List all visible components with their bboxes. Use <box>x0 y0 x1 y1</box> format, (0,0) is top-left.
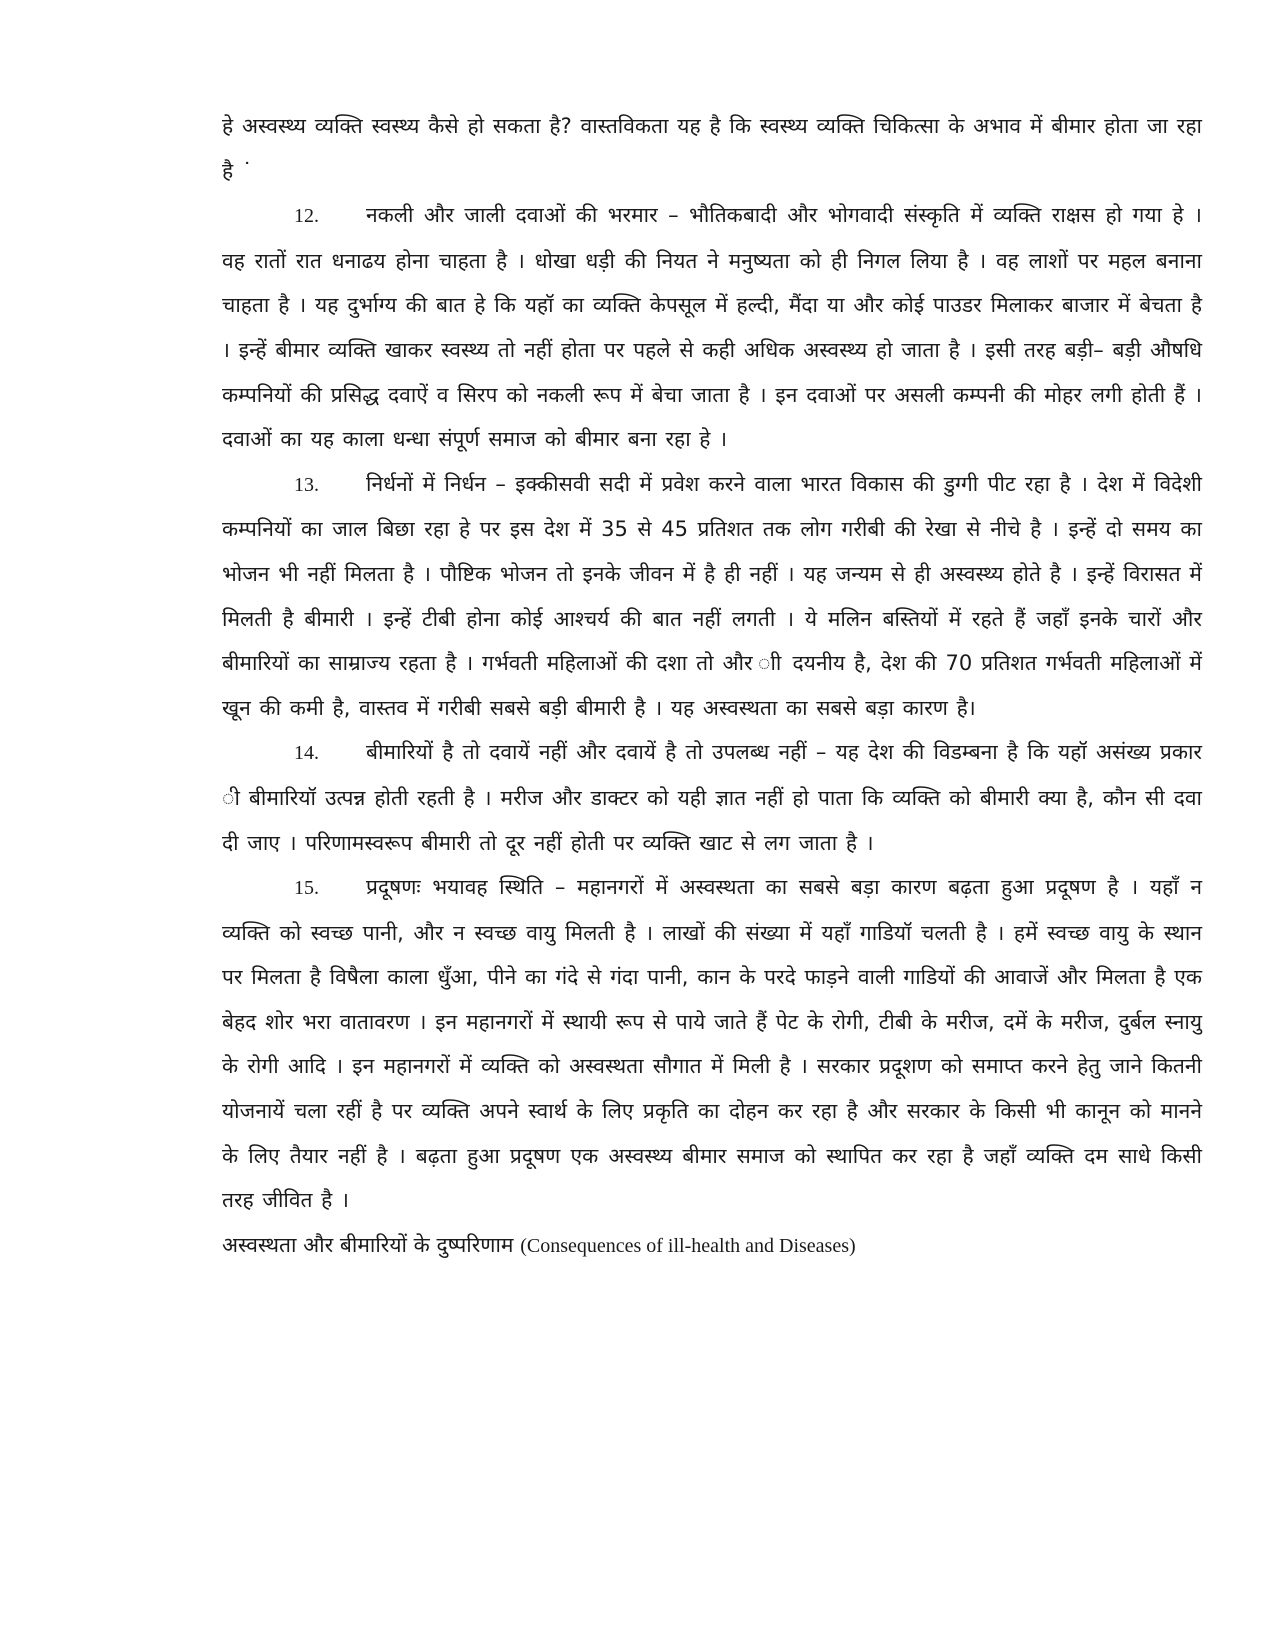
section-12-text: नकली और जाली दवाओं की भरमार – भौतिकबादी और भोगवादी संस्कृति में व्यक्ति राक्षस हो गया हे । वह रातों रात धनाढय होना चाहता है । धोखा धड़ी की नियत ने मनुष्यता को ही निगल लिया है । वह लाशों पर महल बनाना चाहता है । यह दुर्भाग्य की बात हे कि यहॉ का व्यक्ति केपसूल में हल्दी, मैंदा या और कोई पाउडर मिलाकर बाजार में बेचता है । इन्हें बीमार व्यक्ति खाकर स्वस्थ्य तो नहीं होता पर पहले से कही अधिक अस्वस्थ्य हो जाता है । इसी तरह बड़ी– बड़ी औषधि कम्पनियों की प्रसिद्ध दवाऐं व सिरप को नकली रूप में बेचा जाता है । इन दवाओं पर असली कम्पनी की मोहर लगी होती हैं । दवाओं का यह काला धन्धा संपूर्ण समाज को बीमार बना रहा हे । <box>222 203 1202 452</box>
section-13-text: निर्धनों में निर्धन – इक्कीसवी सदी में प्रवेश करने वाला भारत विकास की डुग्गी पीट रहा है । देश में विदेशी कम्पनियों का जाल बिछा रहा हे पर इस देश में 35 से 45 प्रतिशत तक लोग गरीबी की रेखा से नीचे है । इन्हें दो समय का भोजन भी नहीं मिलता है । पौष्टिक भोजन तो इनके जीवन में है ही नहीं । यह जन्यम से ही अस्वस्थ्य होते है । इन्हें विरासत में मिलती है बीमारी । इन्हें टीबी होना कोई आश्चर्य की बात नहीं लगती । ये मलिन बस्तियों में रहते हैं जहॉं इनके चारों और बीमारियों का साम्राज्य रहता है । गर्भवती महिलाओं की दशा तो और ाी दयनीय है, देश की 70 प्रतिशत गर्भवती महिलाओं में खून की कमी है, वास्तव में गरीबी सबसे बड़ी बीमारी है । यह अस्वस्थता का सबसे बड़ा कारण है। <box>222 471 1202 720</box>
section-13-paragraph <box>222 462 1202 731</box>
section-13-number: 13. <box>294 473 319 496</box>
section-14-number: 14. <box>294 742 319 765</box>
section-15-text: प्रदूषणः भयावह स्थिति – महानगरों में अस्वस्थता का सबसे बड़ा कारण बढ़ता हुआ प्रदूषण है । यहॉं न व्यक्ति को स्वच्छ पानी, और न स्वच्छ वायु मिलती है । लाखों की संख्या में यहॉं गाडियॉ चलती है । हमें स्वच्छ वायु के स्थान पर मिलता है विषैला काला धुँआ, पीने का गंदे से गंदा पानी, कान के परदे फाड़ने वाली गाडियों की आवाजें और मिलता है एक बेहद शोर भरा वातावरण । इन महानगरों में स्थायी रूप से पाये जाते हैं पेट के रोगी, टीबी के मरीज, दमें के मरीज, दुर्बल स्नायु के रोगी आदि । इन महानगरों में व्यक्ति को अस्वस्थता सौगात में मिली है । सरकार प्रदूशण को समाप्त करने हेतु जाने कितनी योजनायें चला रहीं है पर व्यक्ति अपने स्वार्थ के लिए प्रकृति का दोहन कर रहा है और सरकार के किसी भी कानून को मानने के लिए तैयार नहीं है । बढ़ता हुआ प्रदूषण एक अस्वस्थ्य बीमार समाज को स्थापित कर रहा है जहॉं व्यक्ति दम साधे किसी तरह जीवित है । <box>222 875 1202 1213</box>
section-14-paragraph <box>222 730 1202 865</box>
section-15-number: 15. <box>294 877 319 900</box>
section-heading-hindi: अस्वस्थता और बीमारियों के दुष्परिणाम <box>222 1232 514 1257</box>
intro-paragraph: हे अस्वस्थ्य व्यक्ति स्वस्थ्य कैसे हो सकता है? वास्तविकता यह है कि स्वस्थ्य व्यक्ति चिकित्सा के अभाव में बीमार होता जा रहा है ˙ <box>222 114 1202 183</box>
section-15-paragraph <box>222 865 1202 1223</box>
section-14-text: बीमारियों है तो दवायें नहीं और दवायें है तो उपलब्ध नहीं – यह देश की विडम्बना है कि यहॉ असंख्य प्रकार ी बीमारियॉ उत्पन्न होती रहती है । मरीज और डाक्टर को यही ज्ञात नहीं हो पाता कि व्यक्ति को बीमारी क्या है, कौन सी दवा दी जाए । परिणामस्वरूप बीमारी तो दूर नहीं होती पर व्यक्ति खाट से लग जाता है । <box>222 740 1202 855</box>
page-content <box>222 104 1202 1268</box>
section-12-paragraph <box>222 193 1202 462</box>
section-heading <box>222 1223 1202 1269</box>
section-heading-english: (Consequences of ill-health and Diseases) <box>520 1234 856 1257</box>
section-12-number: 12. <box>294 205 319 228</box>
